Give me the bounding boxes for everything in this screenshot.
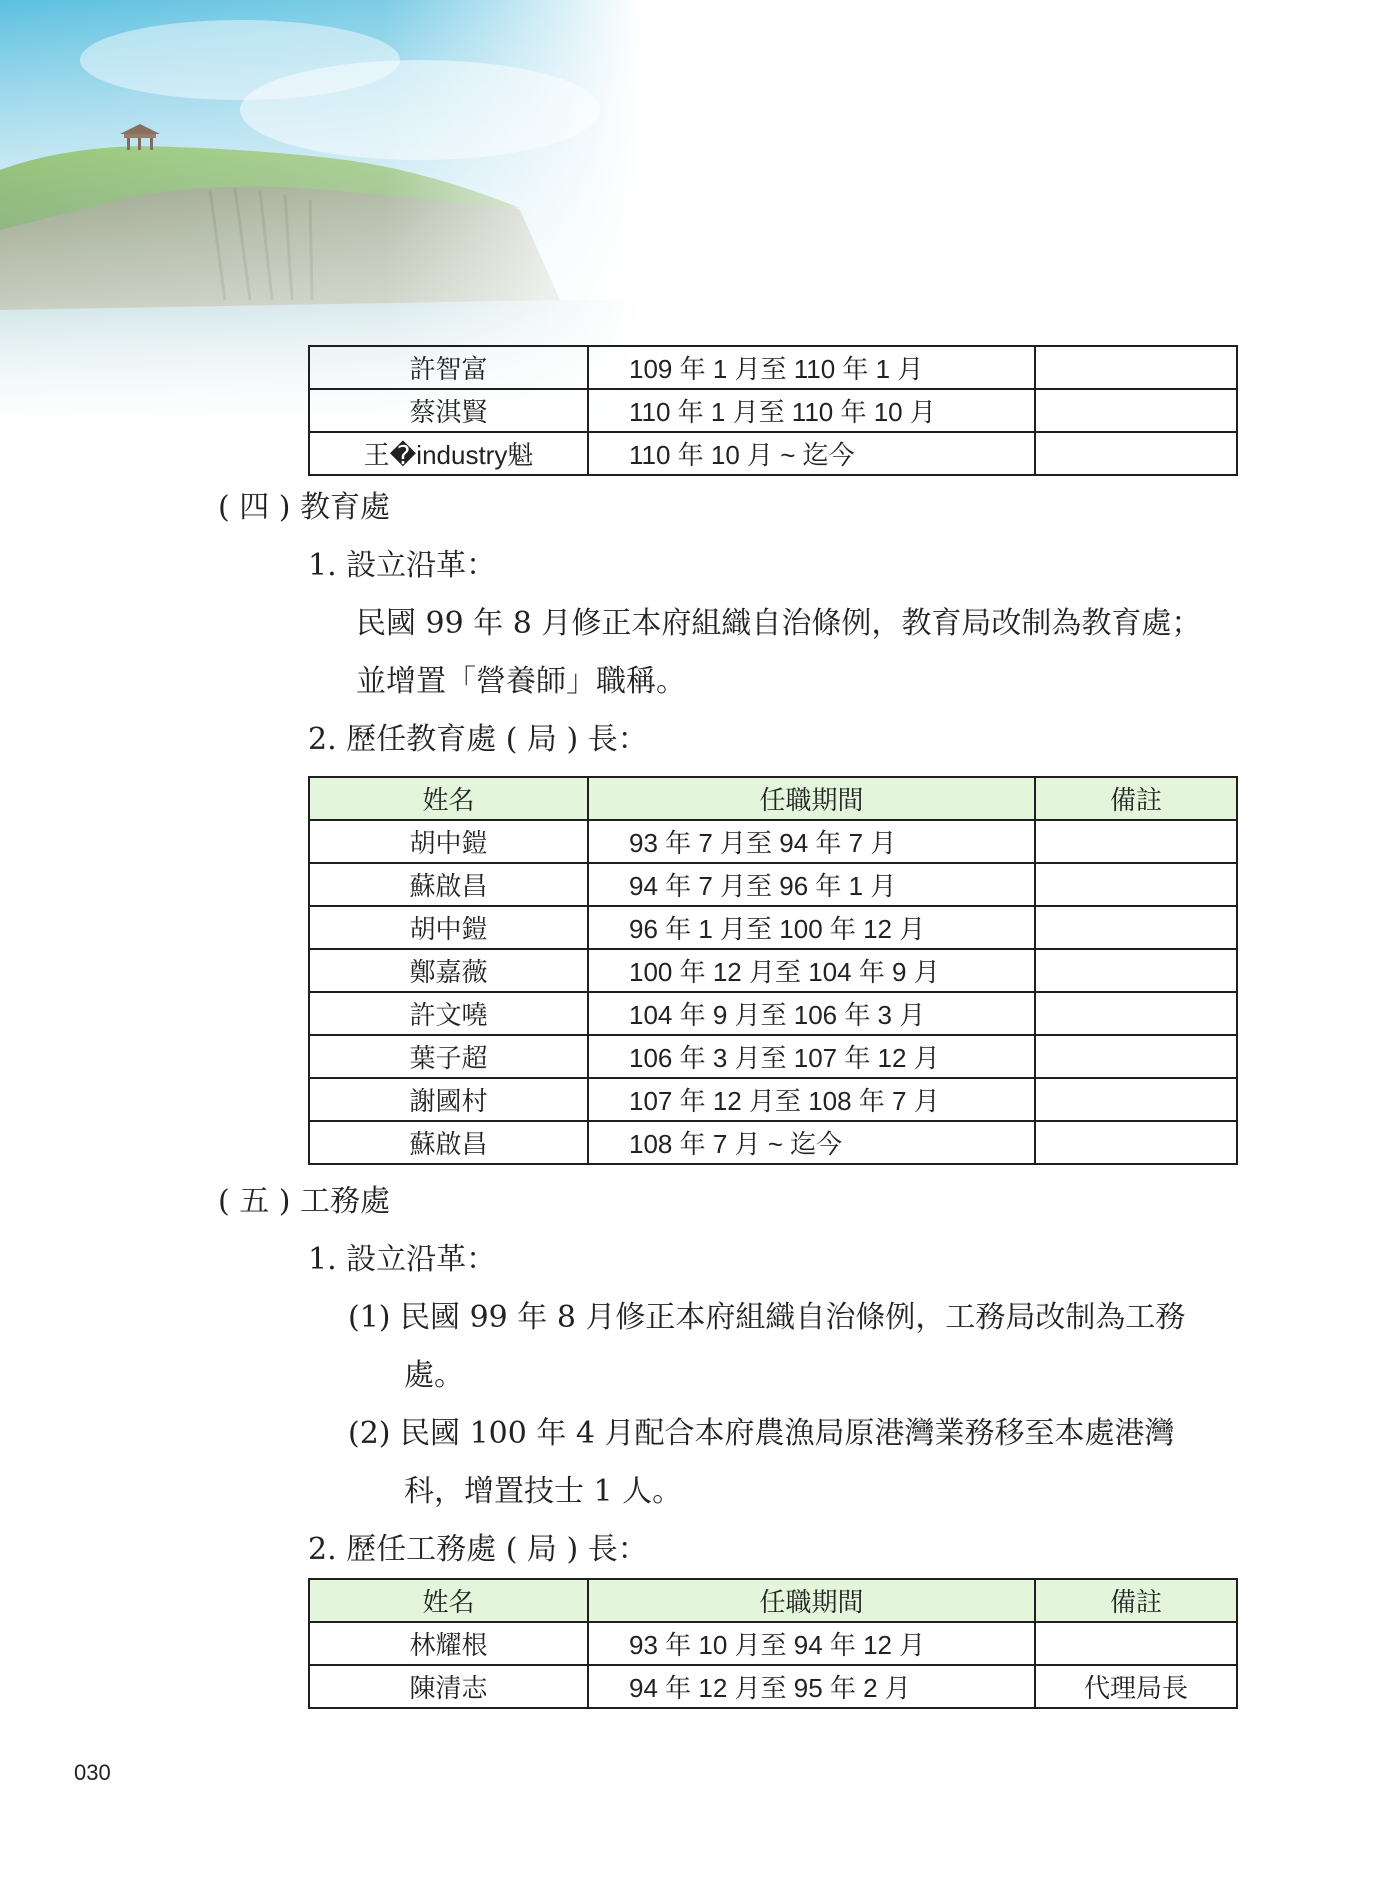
column-header-note: 備註 [1035, 777, 1237, 820]
official-name: 胡中鎧 [309, 906, 588, 949]
term-period: 100 年 12 月至 104 年 9 月 [588, 949, 1035, 992]
public-works-history-item: (2) 民國 100 年 4 月配合本府農漁局原港灣業務移至本處港灣 [348, 1416, 1175, 1451]
table-row [309, 949, 1237, 992]
term-period: 104 年 9 月至 106 年 3 月 [588, 992, 1035, 1035]
page-number: 030 [74, 1760, 111, 1785]
official-name: 許文嘵 [309, 992, 588, 1035]
table-row [309, 432, 1237, 475]
column-header-note: 備註 [1035, 1579, 1237, 1622]
education-heads-table [308, 776, 1238, 1165]
remark [1035, 906, 1237, 949]
official-name: 胡中鎧 [309, 820, 588, 863]
remark [1035, 949, 1237, 992]
table-row [309, 820, 1237, 863]
table-row [309, 389, 1237, 432]
remark: 代理局長 [1035, 1665, 1237, 1708]
table-row [309, 1665, 1237, 1708]
remark [1035, 1035, 1237, 1078]
official-name: 許智富 [309, 346, 588, 389]
column-header-period: 任職期間 [588, 1579, 1035, 1622]
remark [1035, 820, 1237, 863]
term-period: 107 年 12 月至 108 年 7 月 [588, 1078, 1035, 1121]
column-header-period: 任職期間 [588, 777, 1035, 820]
remark [1035, 389, 1237, 432]
table-row [309, 1078, 1237, 1121]
term-period: 106 年 3 月至 107 年 12 月 [588, 1035, 1035, 1078]
official-name: 蘇啟昌 [309, 863, 588, 906]
education-history-line: 並增置「營養師」職稱。 [356, 664, 686, 699]
table-row [309, 863, 1237, 906]
official-name: 蔡淇賢 [309, 389, 588, 432]
official-name: 陳清志 [309, 1665, 588, 1708]
remark [1035, 1622, 1237, 1665]
official-name: 葉子超 [309, 1035, 588, 1078]
remark [1035, 1078, 1237, 1121]
remark [1035, 432, 1237, 475]
term-period: 93 年 10 月至 94 年 12 月 [588, 1622, 1035, 1665]
table-row [309, 346, 1237, 389]
term-period: 109 年 1 月至 110 年 1 月 [588, 346, 1035, 389]
education-heads-title: 2. 歷任教育處 ( 局 ) 長： [308, 722, 648, 757]
column-header-name: 姓名 [309, 1579, 588, 1622]
official-name: 蘇啟昌 [309, 1121, 588, 1164]
table-row [309, 906, 1237, 949]
table-row [309, 1622, 1237, 1665]
term-period: 110 年 1 月至 110 年 10 月 [588, 389, 1035, 432]
term-period: 96 年 1 月至 100 年 12 月 [588, 906, 1035, 949]
public-works-history-item: 科，增置技士 1 人。 [404, 1474, 683, 1509]
remark [1035, 1121, 1237, 1164]
education-history-line: 民國 99 年 8 月修正本府組織自治條例，教育局改制為教育處； [356, 606, 1202, 641]
public-works-history-item: 處。 [404, 1358, 464, 1393]
public-works-heads-title: 2. 歷任工務處 ( 局 ) 長： [308, 1532, 648, 1567]
section-heading-education: ( 四 ) 教育處 [218, 490, 391, 525]
official-name: 王�industry魁 [309, 432, 588, 475]
remark [1035, 992, 1237, 1035]
table-row [309, 1121, 1237, 1164]
term-period: 94 年 7 月至 96 年 1 月 [588, 863, 1035, 906]
public-works-history-title: 1. 設立沿革： [308, 1242, 497, 1277]
section-heading-public-works: ( 五 ) 工務處 [218, 1184, 391, 1219]
education-history-title: 1. 設立沿革： [308, 548, 497, 583]
remark [1035, 346, 1237, 389]
term-period: 108 年 7 月 ~ 迄今 [588, 1121, 1035, 1164]
public-works-history-item: (1) 民國 99 年 8 月修正本府組織自治條例，工務局改制為工務 [348, 1300, 1186, 1335]
term-period: 110 年 10 月 ~ 迄今 [588, 432, 1035, 475]
column-header-name: 姓名 [309, 777, 588, 820]
term-period: 94 年 12 月至 95 年 2 月 [588, 1665, 1035, 1708]
official-name: 鄭嘉薇 [309, 949, 588, 992]
table-row [309, 992, 1237, 1035]
official-name: 謝國村 [309, 1078, 588, 1121]
table-header-row [309, 777, 1237, 820]
official-name: 林耀根 [309, 1622, 588, 1665]
table-header-row [309, 1579, 1237, 1622]
public-works-heads-table [308, 1578, 1238, 1709]
term-period: 93 年 7 月至 94 年 7 月 [588, 820, 1035, 863]
previous-officials-table [308, 345, 1238, 476]
remark [1035, 863, 1237, 906]
table-row [309, 1035, 1237, 1078]
